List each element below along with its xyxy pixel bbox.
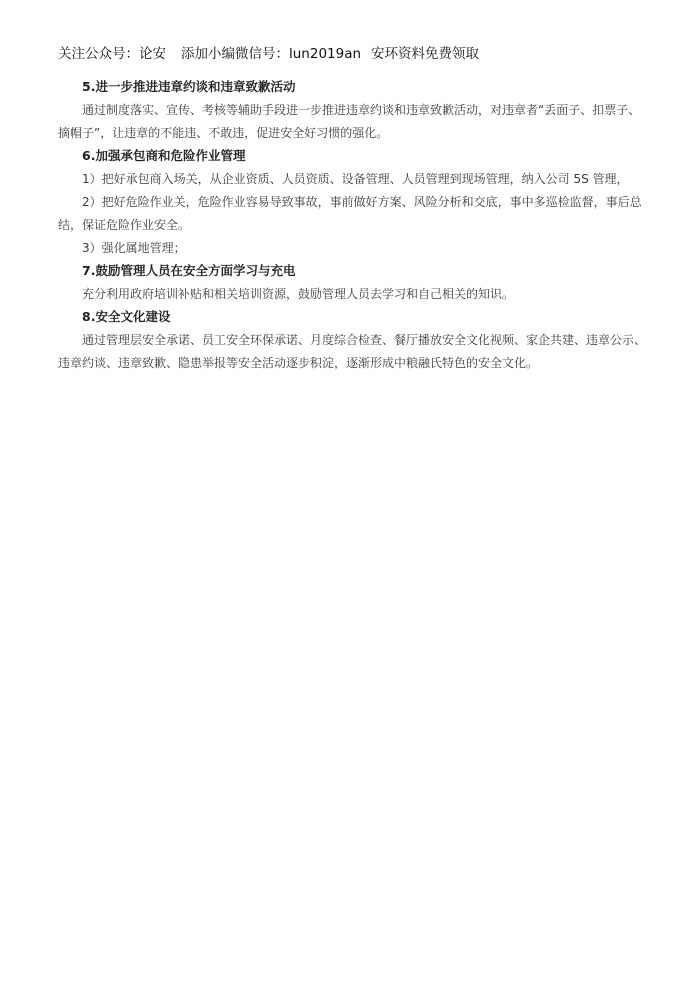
section-paragraph: 1）把好承包商入场关，从企业资质、人员资质、设备管理、人员管理到现场管理，纳入公司 5S 管理， <box>82 172 629 186</box>
section-heading: 8.安全文化建设 <box>82 309 171 324</box>
section-heading: 5.进一步推进违章约谈和违章致歉活动 <box>82 79 296 94</box>
header-add-wechat: 添加小编微信号：lun2019an <box>181 46 362 62</box>
section-paragraph: 2）把好危险作业关，危险作业容易导致事故，事前做好方案、风险分析和交底，事中多巡检监督，事后总结，保证危险作业安全。 <box>58 195 642 232</box>
section-paragraph: 通过制度落实、宣传、考核等辅助手段进一步推进违章约谈和违章致歉活动，对违章者“丢面子、扣票子、摘帽子”，让违章的不能违、不敢违，促进安全好习惯的强化。 <box>58 103 641 140</box>
header-follow-account: 关注公众号：论安 <box>58 46 166 62</box>
section-paragraph: 3）强化属地管理； <box>82 241 186 255</box>
section-heading: 6.加强承包商和危险作业管理 <box>82 148 246 163</box>
page-header <box>58 42 658 64</box>
section-heading: 7.鼓励管理人员在安全方面学习与充电 <box>82 263 296 278</box>
header-free-materials: 安环资料免费领取 <box>371 46 479 62</box>
document-body <box>58 76 646 375</box>
section-paragraph: 通过管理层安全承诺、员工安全环保承诺、月度综合检查、餐厅播放安全文化视频、家企共建、违章公示、违章约谈、违章致歉、隐患举报等安全活动逐步积淀，逐渐形成中粮融氏特色的安全文化。 <box>58 333 647 370</box>
section-paragraph: 充分利用政府培训补贴和相关培训资源，鼓励管理人员去学习和自己相关的知识。 <box>82 287 515 301</box>
